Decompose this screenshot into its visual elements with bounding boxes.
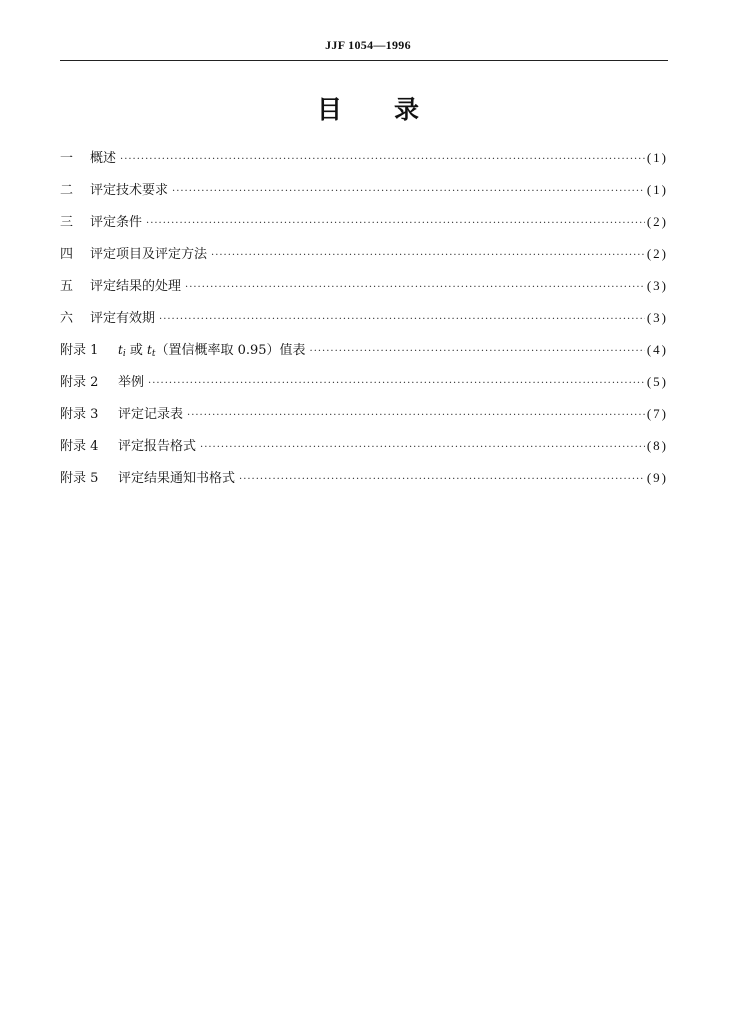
symbol-subscript: i	[122, 349, 126, 359]
toc-item-appendix-4[interactable]	[60, 430, 668, 462]
toc-leader	[187, 400, 645, 432]
toc-page: (5)	[646, 374, 668, 389]
symbol-t: t	[118, 343, 123, 357]
title-char-2: 录	[394, 95, 420, 124]
toc-label-text: （置信概率取 0.95）值表	[155, 343, 306, 358]
toc-page: (3)	[646, 278, 668, 293]
toc-page: (1)	[646, 182, 668, 197]
toc-page: (1)	[646, 150, 668, 165]
document-code: JJF 1054—1996	[325, 38, 411, 52]
toc-label: 举例	[118, 375, 145, 390]
toc-page: (7)	[646, 406, 668, 421]
symbol-subscript: t	[151, 349, 156, 359]
toc-leader	[310, 336, 645, 368]
table-of-contents	[60, 142, 668, 494]
toc-label: 评定记录表	[118, 407, 184, 422]
toc-label: 评定报告格式	[118, 439, 197, 454]
toc-page: (2)	[646, 214, 668, 229]
toc-item-2[interactable]	[60, 174, 668, 206]
toc-label: 评定结果的处理	[90, 279, 182, 294]
toc-page: (8)	[646, 438, 668, 453]
toc-item-appendix-1[interactable]	[60, 334, 668, 366]
toc-leader	[239, 464, 645, 496]
toc-leader	[172, 176, 645, 208]
toc-number: 六	[60, 311, 74, 326]
header-rule	[60, 60, 668, 61]
toc-item-1[interactable]	[60, 142, 668, 174]
toc-label: 评定项目及评定方法	[90, 247, 208, 262]
page-title	[0, 90, 736, 126]
toc-number: 附录 4	[60, 439, 99, 454]
toc-leader	[148, 368, 645, 400]
toc-item-5[interactable]	[60, 270, 668, 302]
toc-item-appendix-5[interactable]	[60, 462, 668, 494]
toc-label: 概述	[90, 151, 117, 166]
toc-number: 附录 3	[60, 407, 99, 422]
toc-page: (4)	[646, 342, 668, 357]
toc-number: 附录 5	[60, 471, 99, 486]
toc-leader	[120, 144, 645, 176]
symbol-t: t	[146, 343, 152, 357]
toc-leader	[200, 432, 645, 464]
toc-number: 附录 1	[60, 343, 99, 358]
toc-leader	[146, 208, 645, 240]
toc-number: 一	[60, 151, 74, 166]
toc-page: (9)	[646, 470, 668, 485]
toc-item-6[interactable]	[60, 302, 668, 334]
toc-leader	[159, 304, 645, 336]
toc-page: (2)	[646, 246, 668, 261]
toc-label-or: 或	[125, 343, 147, 358]
toc-number: 三	[60, 215, 74, 230]
toc-leader	[185, 272, 645, 304]
toc-item-4[interactable]	[60, 238, 668, 270]
toc-item-appendix-2[interactable]	[60, 366, 668, 398]
toc-item-appendix-3[interactable]	[60, 398, 668, 430]
title-char-1: 目	[316, 95, 342, 124]
toc-leader	[211, 240, 645, 272]
toc-label: 评定结果通知书格式	[118, 471, 236, 486]
toc-number: 二	[60, 183, 74, 198]
toc-number: 四	[60, 247, 74, 262]
toc-item-3[interactable]	[60, 206, 668, 238]
toc-number: 五	[60, 279, 74, 294]
toc-page: (3)	[646, 310, 668, 325]
toc-label: 评定有效期	[90, 311, 156, 326]
toc-label	[118, 334, 310, 370]
toc-label: 评定条件	[90, 215, 143, 230]
toc-number: 附录 2	[60, 375, 99, 390]
toc-label: 评定技术要求	[90, 183, 169, 198]
